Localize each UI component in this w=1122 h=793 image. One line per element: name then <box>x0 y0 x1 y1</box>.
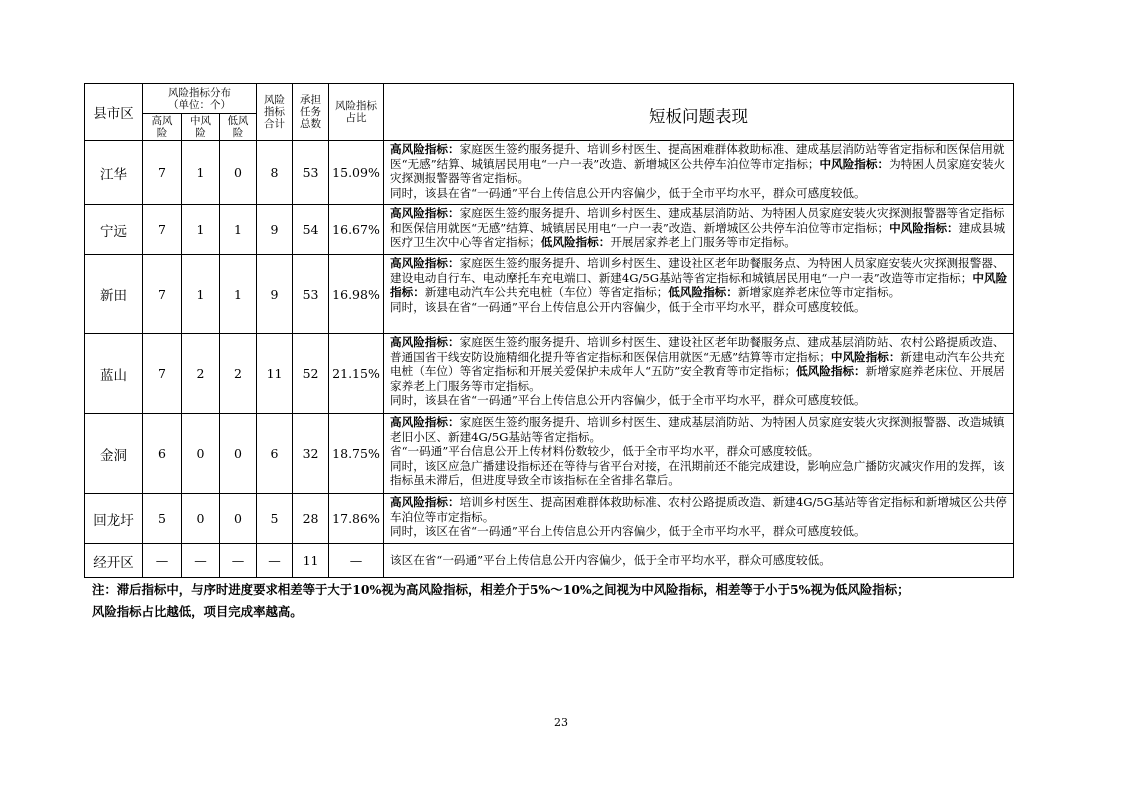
high-risk-text: 家庭医生签约服务提升、培训乡村医生、建设社区老年助餐服务点、为特困人员家庭安装火灾探测报警器、建设电动自行车、电动摩托车充电端口、新建4G/5G基站等省定指标和城镇居民用电“一户一表”改造等市定指标； <box>390 256 1005 285</box>
ratio-cell: 17.86% <box>329 494 384 544</box>
high-risk-text: 家庭医生签约服务提升、培训乡村医生、建成基层消防站、为特困人员家庭安装火灾探测报警器、改造城镇老旧小区、新建4G/5G基站等省定指标。 <box>390 415 1005 444</box>
page-number: 23 <box>554 716 568 729</box>
tasks-cell: 32 <box>293 414 329 494</box>
table-row <box>85 334 1014 414</box>
header-row-1 <box>85 84 1014 114</box>
high-risk-label: 高风险指标： <box>390 495 460 509</box>
issue-paragraph-2: 同时，该县在省“一码通”平台上传信息公开内容偏少，低于全市平均水平，群众可感度较低。 <box>390 299 866 314</box>
low-risk-text: 开展居家养老上门服务等市定指标。 <box>610 235 796 250</box>
tasks-cell: 28 <box>293 494 329 544</box>
issues-header: 短板问题表现 <box>384 84 1014 141</box>
high-risk-cell: 7 <box>143 205 182 255</box>
high-risk-cell: — <box>143 544 182 578</box>
issues-cell <box>384 544 1014 578</box>
issue-paragraph <box>390 335 1010 393</box>
ratio-cell: 18.75% <box>329 414 384 494</box>
risk-indicator-table <box>84 83 1014 578</box>
total-risk-header <box>257 84 293 141</box>
high-header-line2: 险 <box>156 127 168 139</box>
tasks-cell: 54 <box>293 205 329 255</box>
issues-cell <box>384 205 1014 255</box>
issue-paragraph-2: 同时，该县在省“一码通”平台上传信息公开内容偏少，低于全市平均水平，群众可感度较低。 <box>390 393 866 408</box>
issue-paragraph <box>390 142 1010 186</box>
issues-cell <box>384 141 1014 205</box>
table-row <box>85 544 1014 578</box>
county-header: 县市区 <box>85 84 143 141</box>
low-risk-cell: 0 <box>220 414 257 494</box>
county-cell: 经开区 <box>85 544 143 578</box>
ratio-cell: 15.09% <box>329 141 384 205</box>
issues-cell <box>384 414 1014 494</box>
low-risk-text: 新增家庭养老床位、开展居家养老上门服务等市定指标。 <box>390 364 1005 393</box>
high-risk-text: 家庭医生签约服务提升、培训乡村医生、建成基层消防站、为特困人员家庭安装火灾探测报警器等省定指标和医保信用就医“无感”结算、城镇居民用电“一户一表”改造、新增城区公共停车泊位等市定指标； <box>390 206 1005 235</box>
low-risk-cell: 0 <box>220 494 257 544</box>
mid-risk-label: 中风险指标： <box>889 220 959 235</box>
low-header-line1: 低风 <box>227 115 249 127</box>
risk-distribution-header <box>143 84 257 114</box>
issues-cell <box>384 255 1014 334</box>
county-cell: 回龙圩 <box>85 494 143 544</box>
risk-distribution-line1: 风险指标分布 <box>168 86 231 99</box>
mid-risk-cell: 1 <box>182 141 220 205</box>
high-risk-cell: 7 <box>143 141 182 205</box>
high-risk-label: 高风险指标： <box>390 142 460 156</box>
high-header-line1: 高风 <box>151 115 173 127</box>
high-risk-label: 高风险指标： <box>390 256 460 270</box>
table-row <box>85 414 1014 494</box>
tasks-cell: 52 <box>293 334 329 414</box>
high-risk-text: 家庭医生签约服务提升、培训乡村医生、提高困难群体救助标准、建成基层消防站等省定指标和医保信用就医“无感”结算、城镇居民用电“一户一表”改造、新增城区公共停车泊位等市定指标； <box>390 142 1005 171</box>
county-cell: 新田 <box>85 255 143 334</box>
high-risk-text: 培训乡村医生、提高困难群体救助标准、农村公路提质改造、新建4G/5G基站等省定指标和新增城区公共停车泊位等市定指标。 <box>390 495 1007 524</box>
tasks-header-line3: 总数 <box>300 118 322 130</box>
mid-risk-label: 中风险指标： <box>819 156 890 171</box>
mid-risk-header <box>182 114 220 141</box>
tasks-header-line1: 承担 <box>300 94 322 106</box>
table-row <box>85 205 1014 255</box>
risk-distribution-line2: （单位：个） <box>168 98 231 111</box>
issue-paragraph-2: 同时，该区在省“一码通”平台上传信息公开内容偏少，低于全市平均水平，群众可感度较低。 <box>390 524 866 539</box>
issue-paragraph <box>390 495 1010 524</box>
low-risk-cell: 2 <box>220 334 257 414</box>
total-header-line2: 指标 <box>264 106 286 118</box>
tasks-cell: 53 <box>293 255 329 334</box>
issue-paragraph <box>390 415 1010 444</box>
low-risk-cell: — <box>220 544 257 578</box>
total-header-line3: 合计 <box>264 118 286 130</box>
ratio-header <box>329 84 384 141</box>
mid-risk-text: 新建电动汽车公共充电桩（车位）等省定指标； <box>424 285 669 300</box>
mid-risk-text: 新建电动汽车公共充电桩（车位）等省定指标和开展关爱保护未成年人“五防”安全教育等市定指标； <box>390 349 1005 379</box>
low-risk-header <box>220 114 257 141</box>
total-risk-cell: 6 <box>257 414 293 494</box>
total-risk-cell: 9 <box>257 255 293 334</box>
mid-risk-cell: 1 <box>182 255 220 334</box>
issue-paragraph <box>390 256 1010 300</box>
issues-cell <box>384 494 1014 544</box>
low-risk-cell: 1 <box>220 255 257 334</box>
low-risk-text: 新增家庭养老床位等市定指标。 <box>737 285 901 300</box>
mid-risk-text: 建成县城医疗卫生次中心等省定指标； <box>390 220 1006 250</box>
mid-header-line2: 险 <box>195 127 206 139</box>
total-header-line1: 风险 <box>264 94 286 106</box>
ratio-cell: 21.15% <box>329 334 384 414</box>
issues-cell <box>384 334 1014 414</box>
footnote-line-2: 风险指标占比越低，项目完成率越高。 <box>92 604 303 619</box>
tasks-cell: 11 <box>293 544 329 578</box>
issue-paragraph-3: 同时，该区应急广播建设指标还在等待与省平台对接，在汛期前还不能完成建设，影响应急广播防灾减灾作用的发挥，该指标虽未滞后，但进度导致全市该指标在全省排名靠后。 <box>390 458 1005 488</box>
mid-risk-cell: 1 <box>182 205 220 255</box>
low-risk-label: 低风险指标： <box>668 285 738 300</box>
county-cell: 蓝山 <box>85 334 143 414</box>
county-cell: 江华 <box>85 141 143 205</box>
table-row <box>85 141 1014 205</box>
tasks-header <box>293 84 329 141</box>
mid-risk-cell: 0 <box>182 494 220 544</box>
total-risk-cell: 8 <box>257 141 293 205</box>
high-risk-label: 高风险指标： <box>390 415 460 429</box>
ratio-cell: — <box>329 544 384 578</box>
tasks-cell: 53 <box>293 141 329 205</box>
mid-risk-label: 中风险指标： <box>390 270 1008 300</box>
high-risk-cell: 7 <box>143 255 182 334</box>
ratio-cell: 16.67% <box>329 205 384 255</box>
issue-paragraph-2: 该区在省“一码通”平台上传信息公开内容偏少，低于全市平均水平，群众可感度较低。 <box>390 553 831 568</box>
footnote-line-1: 注：滞后指标中，与序时进度要求相差等于大于10%视为高风险指标，相差介于5%～10%之间视为中风险指标，相差等于小于5%视为低风险指标； <box>92 582 910 597</box>
table-row <box>85 255 1014 334</box>
mid-risk-label: 中风险指标： <box>830 349 901 364</box>
ratio-header-line2: 占比 <box>345 112 367 124</box>
mid-risk-text: 为特困人员家庭安装火灾探测报警器等省定指标。 <box>390 156 1006 186</box>
mid-risk-cell: — <box>182 544 220 578</box>
high-risk-text: 家庭医生签约服务提升、培训乡村医生、建设社区老年助餐服务点、建成基层消防站、农村公路提质改造、普通国省干线安防设施精细化提升等省定指标和医保信用就医“无感”结算等市定指标； <box>390 335 1005 364</box>
low-risk-label: 低风险指标： <box>796 364 866 379</box>
low-risk-cell: 1 <box>220 205 257 255</box>
ratio-cell: 16.98% <box>329 255 384 334</box>
high-risk-label: 高风险指标： <box>390 206 460 220</box>
high-risk-header <box>143 114 182 141</box>
issue-paragraph <box>390 206 1010 250</box>
high-risk-cell: 6 <box>143 414 182 494</box>
issue-paragraph-2: 省“一码通”平台信息公开上传材料份数较少，低于全市平均水平，群众可感度较低。 <box>390 444 820 459</box>
low-risk-label: 低风险指标： <box>540 235 611 250</box>
total-risk-cell: — <box>257 544 293 578</box>
low-risk-cell: 0 <box>220 141 257 205</box>
county-cell: 金洞 <box>85 414 143 494</box>
table-footnote <box>92 579 1032 623</box>
high-risk-cell: 7 <box>143 334 182 414</box>
total-risk-cell: 9 <box>257 205 293 255</box>
high-risk-label: 高风险指标： <box>390 335 460 349</box>
mid-risk-cell: 2 <box>182 334 220 414</box>
mid-risk-cell: 0 <box>182 414 220 494</box>
table-row <box>85 494 1014 544</box>
tasks-header-line2: 任务 <box>300 106 322 118</box>
county-cell: 宁远 <box>85 205 143 255</box>
ratio-header-line1: 风险指标 <box>335 100 378 112</box>
issue-paragraph-2: 同时，该县在省“一码通”平台上传信息公开内容偏少，低于全市平均水平，群众可感度较低。 <box>390 185 866 200</box>
total-risk-cell: 5 <box>257 494 293 544</box>
low-header-line2: 险 <box>232 127 244 139</box>
high-risk-cell: 5 <box>143 494 182 544</box>
total-risk-cell: 11 <box>257 334 293 414</box>
mid-header-line1: 中风 <box>190 115 211 127</box>
